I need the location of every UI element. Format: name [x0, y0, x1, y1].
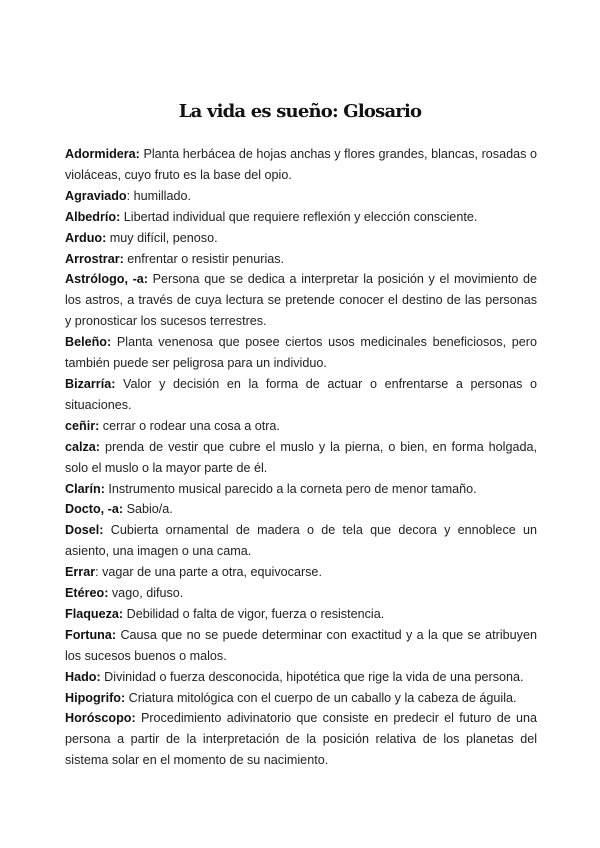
glossary-definition: Causa que no se puede determinar con exactitud y a la que se atribuyen los sucesos buenos o malos. — [65, 627, 537, 663]
glossary-definition: : vagar de una parte a otra, equivocarse. — [95, 565, 322, 580]
glossary-definition: : humillado. — [126, 188, 191, 203]
glossary-entry — [65, 562, 537, 583]
glossary-term: Dosel: — [65, 523, 104, 538]
glossary-term: Agraviado — [65, 188, 127, 203]
glossary-definition: Instrumento musical parecido a la corneta pero de menor tamaño. — [104, 481, 477, 496]
glossary-definition: Sabio/a. — [123, 502, 173, 517]
glossary-entry — [65, 186, 537, 207]
glossary-term: Hado: — [65, 669, 101, 684]
glossary-definition: Libertad individual que requiere reflexión y elección consciente. — [120, 209, 478, 224]
glossary-definition: muy difícil, penoso. — [106, 230, 218, 245]
glossary-term: Astrólogo, -a: — [65, 272, 148, 287]
glossary-definition: Debilidad o falta de vigor, fuerza o resistencia. — [123, 606, 385, 621]
glossary-term: Clarín: — [65, 481, 105, 496]
glossary-definition: Criatura mitológica con el cuerpo de un caballo y la cabeza de águila. — [125, 690, 517, 705]
page-title: La vida es sueño: Glosario — [178, 101, 422, 122]
glossary-term: Bizarría: — [65, 376, 116, 391]
glossary-definition: Valor y decisión en la forma de actuar o enfrentarse a personas o situaciones. — [65, 376, 537, 412]
glossary-term: Albedrío: — [65, 209, 121, 224]
glossary-term: calza: — [65, 439, 101, 454]
glossary-term: Hipogrifo: — [65, 690, 126, 705]
glossary-entry — [65, 416, 537, 437]
glossary-entry — [65, 374, 537, 416]
glossary-entry — [65, 207, 537, 228]
glossary-entry — [65, 520, 537, 562]
glossary-definition: prenda de vestir que cubre el muslo y la pierna, o bien, en forma holgada, solo el muslo o la mayor parte de él. — [65, 439, 537, 475]
glossary-term: Arrostrar: — [65, 251, 124, 266]
glossary-entry — [65, 499, 537, 520]
glossary-term: Horóscopo: — [65, 711, 136, 726]
glossary-term: Arduo: — [65, 230, 107, 245]
glossary-definition: Planta venenosa que posee ciertos usos medicinales beneficiosos, pero también puede ser peligrosa para un individuo. — [65, 335, 537, 371]
glossary-entry — [65, 583, 537, 604]
glossary-entry — [65, 269, 537, 332]
glossary-entry — [65, 479, 537, 500]
glossary-definition: Persona que se dedica a interpretar la posición y el movimiento de los astros, a través de cuya lectura se pretende conocer el destino de las personas y pronosticar los sucesos terrestres. — [65, 272, 537, 329]
glossary-entry — [65, 625, 537, 667]
glossary-entry — [65, 688, 537, 709]
glossary-definition: Planta herbácea de hojas anchas y flores grandes, blancas, rosadas o violáceas, cuyo fruto es la base del opio. — [65, 147, 537, 182]
glossary-entry — [65, 708, 537, 771]
glossary-term: Adormidera: — [65, 147, 140, 161]
glossary-term: Flaqueza: — [65, 606, 124, 621]
glossary-entry — [65, 249, 537, 270]
glossary-entry — [65, 437, 537, 479]
glossary-entry — [65, 667, 537, 688]
glossary-term: Etéreo: — [65, 586, 109, 601]
glossary-definition: Divinidad o fuerza desconocida, hipotética que rige la vida de una persona. — [100, 669, 524, 684]
glossary-term: Fortuna: — [65, 627, 117, 642]
glossary-term: ceñir: — [65, 418, 100, 433]
glossary-definition: Procedimiento adivinatorio que consiste en predecir el futuro de una persona a partir de la interpretación de la posición relativa de los planetas del sistema solar en el momento de su nacimiento. — [65, 711, 537, 768]
glossary-entry — [65, 604, 537, 625]
glossary-definition: cerrar o rodear una cosa a otra. — [99, 418, 280, 433]
glossary-entry — [65, 228, 537, 249]
glossary-entry — [65, 144, 537, 186]
glossary-term: Docto, -a: — [65, 502, 124, 517]
glossary-entry — [65, 332, 537, 374]
glossary-definition: Cubierta ornamental de madera o de tela que decora y ennoblece un asiento, una imagen o una cama. — [65, 523, 537, 559]
glossary-definition: vago, difuso. — [108, 586, 184, 601]
glossary-definition: enfrentar o resistir penurias. — [123, 251, 285, 266]
glossary-term: Beleño: — [65, 335, 112, 350]
glossary-list — [65, 144, 537, 771]
glossary-term: Errar — [65, 565, 96, 580]
